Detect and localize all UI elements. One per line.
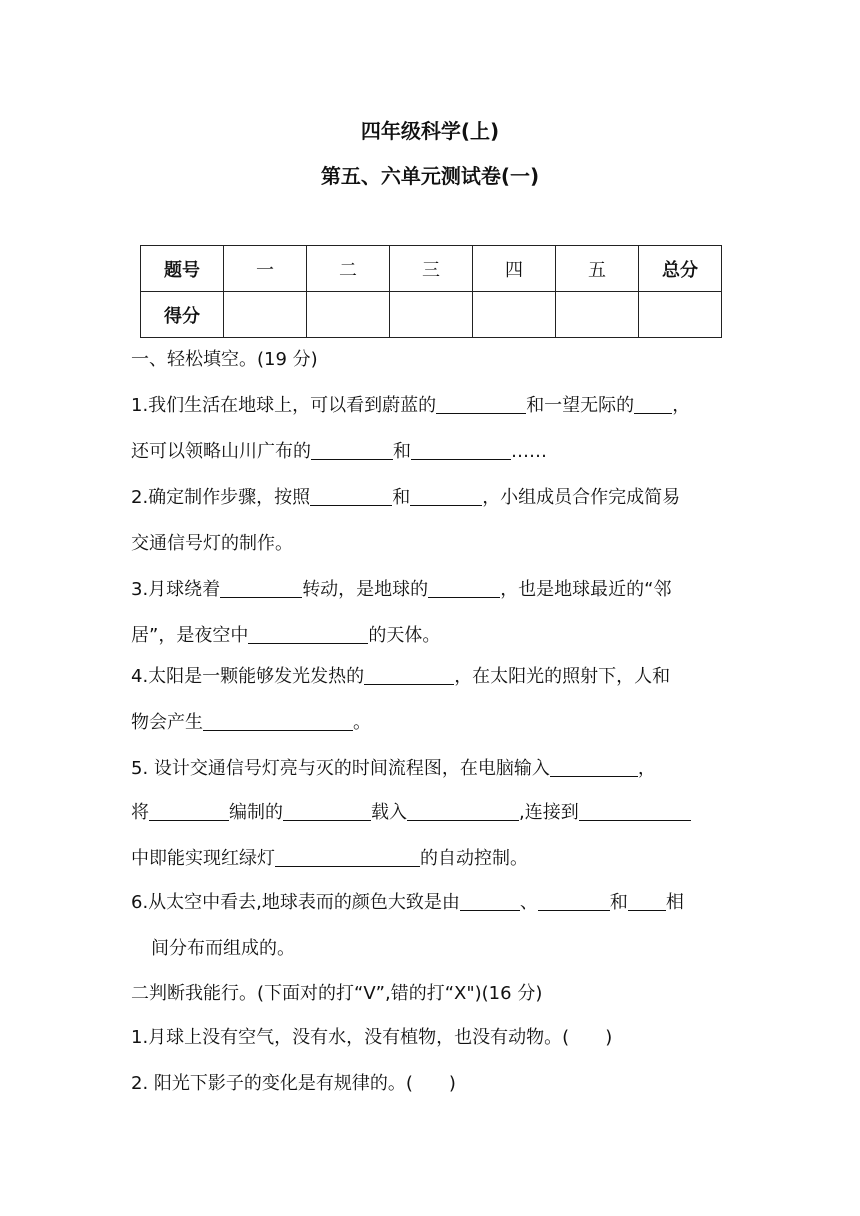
answer-blank[interactable]: [411, 441, 511, 460]
question-4-line1: 4.太阳是一颗能够发光发热的 ，在太阳光的照射下，人和: [131, 666, 671, 687]
score-cell[interactable]: [390, 292, 473, 338]
score-cell[interactable]: [639, 292, 722, 338]
score-header-cell: 四: [473, 246, 556, 292]
question-1-line1: 1.我们生活在地球上，可以看到蔚蓝的 和一望无际的 ，: [131, 395, 691, 416]
answer-blank[interactable]: [410, 487, 482, 506]
page-subtitle: 第五、六单元测试卷(一): [320, 164, 540, 188]
answer-blank[interactable]: [460, 892, 520, 911]
answer-blank[interactable]: [283, 802, 371, 821]
answer-blank[interactable]: [220, 579, 302, 598]
answer-blank[interactable]: [248, 625, 368, 644]
question-4-line2: 物会产生 。: [131, 712, 371, 733]
answer-blank[interactable]: [628, 892, 666, 911]
section2-heading: 二判断我能行。(下面对的打“V”,错的打“X")(16 分): [131, 983, 543, 1004]
answer-blank[interactable]: [203, 712, 353, 731]
page-title: 四年级科学(上): [360, 119, 500, 143]
score-header-cell: 二: [307, 246, 390, 292]
score-cell[interactable]: [307, 292, 390, 338]
score-cell[interactable]: [556, 292, 639, 338]
score-cell[interactable]: [473, 292, 556, 338]
answer-blank[interactable]: [311, 441, 393, 460]
answer-blank[interactable]: [149, 802, 229, 821]
answer-blank[interactable]: [364, 666, 454, 685]
score-header-cell: 五: [556, 246, 639, 292]
question-5-line2: 将 编制的 载入 ,连接到: [131, 801, 691, 825]
score-table-header-row: [141, 246, 722, 292]
question-3-line2: 居”，是夜空中 的天体。: [131, 625, 441, 646]
answer-blank[interactable]: [436, 395, 526, 414]
question-1-line2: 还可以领略山川广布的 和 ……: [131, 441, 547, 462]
answer-blank[interactable]: [579, 802, 691, 821]
score-header-cell: 题号: [141, 246, 224, 292]
question-3-line1: 3.月球绕着 转动，是地球的 ，也是地球最近的“邻: [131, 579, 672, 600]
answer-blank[interactable]: [310, 487, 392, 506]
judgement-question-2: 2. 阳光下影子的变化是有规律的。( ): [131, 1073, 456, 1094]
score-cell[interactable]: [224, 292, 307, 338]
score-header-cell: 三: [390, 246, 473, 292]
question-5-line3: 中即能实现红绿灯 的自动控制。: [131, 848, 528, 869]
answer-blank[interactable]: [275, 848, 420, 867]
question-5-line1: 5. 设计交通信号灯亮与灭的时间流程图，在电脑输入 ，: [131, 758, 656, 779]
score-table-score-row: [141, 292, 722, 338]
answer-blank[interactable]: [550, 758, 638, 777]
question-2-line2: 交通信号灯的制作。: [131, 533, 293, 554]
score-row-label: 得分: [141, 292, 224, 338]
question-6-line1: 6.从太空中看去,地球表而的颜色大致是由 、 和 相: [131, 892, 684, 913]
score-header-cell: 一: [224, 246, 307, 292]
answer-blank[interactable]: [538, 892, 610, 911]
answer-blank[interactable]: [428, 579, 500, 598]
score-header-cell: 总分: [639, 246, 722, 292]
score-table: [140, 245, 722, 338]
answer-blank[interactable]: [634, 395, 672, 414]
section1-heading: 一、轻松填空。(19 分): [131, 349, 318, 370]
judgement-question-1: 1.月球上没有空气，没有水，没有植物，也没有动物。( ): [131, 1027, 613, 1048]
question-6-line2: 间分布而组成的。: [151, 938, 295, 959]
question-2-line1: 2.确定制作步骤，按照 和 ，小组成员合作完成简易: [131, 487, 681, 508]
answer-blank[interactable]: [407, 802, 519, 821]
